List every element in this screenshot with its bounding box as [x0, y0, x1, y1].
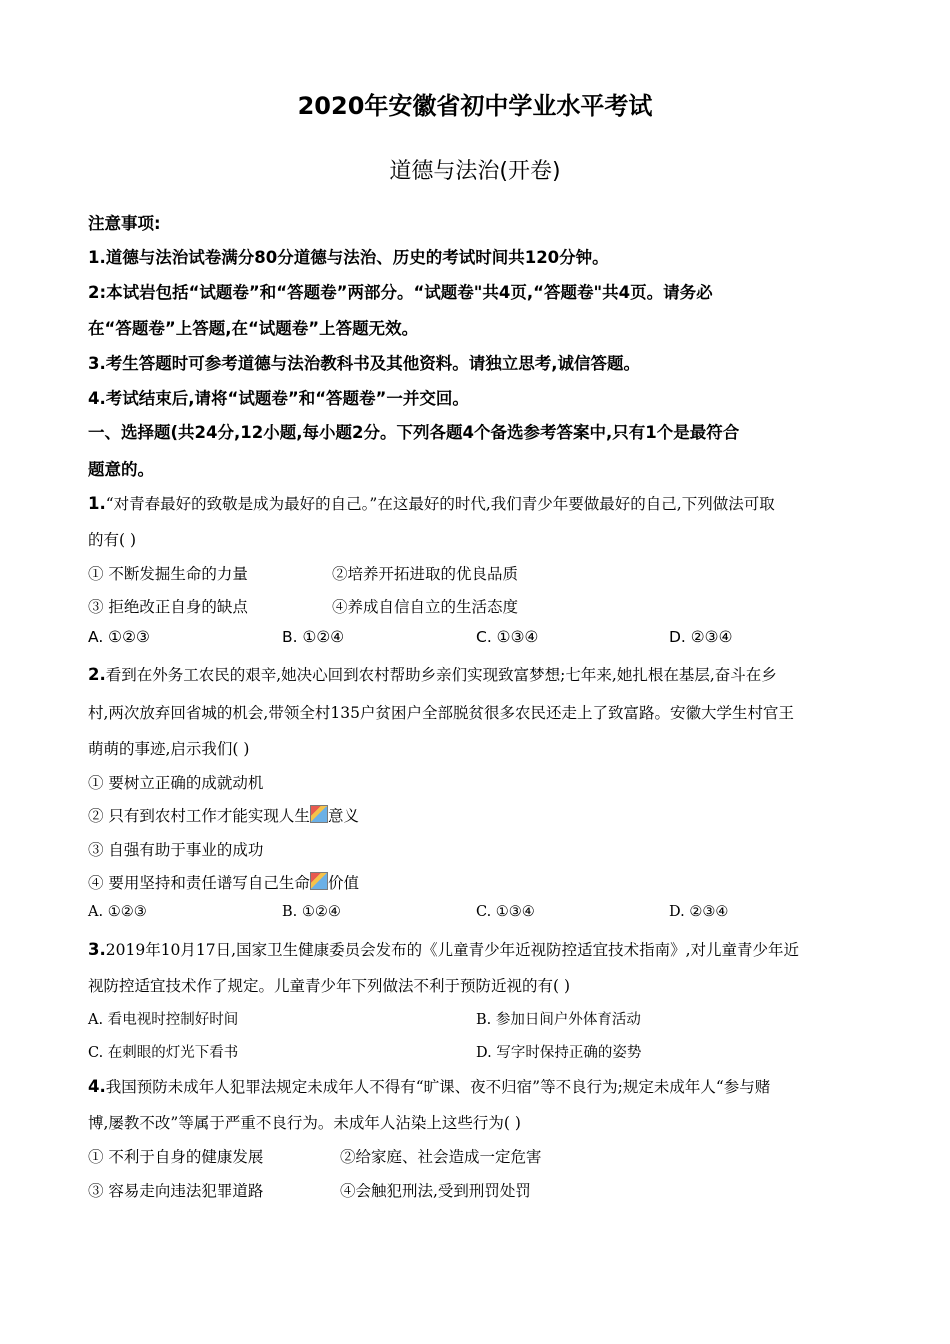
- question-2-statement-4: [88, 871, 359, 893]
- question-2-stem-cont-1: 村,两次放弃回省城的机会,带领全村135户贫困户全部脱贫很多农民还走上了致富路。安徽大学生村官王: [88, 704, 794, 722]
- notice-item-3: 3.考生答题时可参考道德与法治教科书及其他资料。请独立思考,诚信答题。: [88, 354, 641, 373]
- question-4-statement-4: ④会触犯刑法,受到刑罚处罚: [340, 1182, 531, 1200]
- question-1-statement-2: ②培养开拓进取的优良品质: [332, 565, 519, 583]
- question-1-number: 1.: [88, 494, 106, 513]
- notice-item-2: 2:本试岩包括“试题卷”和“答题卷”两部分。“试题卷"共4页,“答题卷"共4页。请务必: [88, 283, 713, 302]
- question-1-statement-4: ④养成自信自立的生活态度: [332, 598, 519, 616]
- question-2-option-c: C. ①③④: [476, 904, 535, 920]
- question-4-statement-2: ②给家庭、社会造成一定危害: [340, 1148, 542, 1166]
- question-2-stem: [88, 663, 777, 685]
- question-1-stem-cont: 的有( ): [88, 531, 137, 549]
- question-3-stem: [88, 938, 799, 960]
- question-4-statement-1: ① 不利于自身的健康发展: [88, 1148, 264, 1166]
- question-4-text: 我国预防未成年人犯罪法规定未成年人不得有“旷课、夜不归宿”等不良行为;规定未成年人“参与赌: [105, 1078, 771, 1096]
- question-2-statement-2-part-a: ② 只有到农村工作才能实现人生: [88, 807, 310, 825]
- question-2-statement-2-part-b: 意义: [327, 807, 359, 825]
- question-1-text: “对青春最好的致敬是成为最好的自己。”在这最好的时代,我们青少年要做最好的自己,下列做法可取: [105, 495, 775, 513]
- question-4-stem: [88, 1075, 770, 1097]
- broken-image-icon: [310, 805, 328, 823]
- section-heading: 一、选择题(共24分,12小题,每小题2分。下列各题4个备选参考答案中,只有1个是最符合: [88, 423, 740, 442]
- question-3-number: 3.: [88, 940, 106, 959]
- question-1-option-a: A. ①②③: [88, 628, 150, 646]
- question-2-option-b: B. ①②④: [282, 904, 341, 920]
- question-1-option-c: C. ①③④: [476, 628, 539, 646]
- section-heading-cont: 题意的。: [88, 460, 154, 479]
- exam-title: 2020年安徽省初中学业水平考试: [297, 92, 653, 120]
- broken-image-icon: [310, 872, 328, 890]
- question-3-option-c: C. 在刺眼的灯光下看书: [88, 1045, 239, 1061]
- question-3-option-a: A. 看电视时控制好时间: [88, 1012, 239, 1028]
- question-2-statement-2: [88, 804, 359, 826]
- question-1-statement-3: ③ 拒绝改正自身的缺点: [88, 598, 248, 616]
- question-4-stem-cont: 博,屡教不改”等属于严重不良行为。未成年人沾染上这些行为( ): [88, 1114, 521, 1132]
- question-3-stem-cont: 视防控适宜技术作了规定。儿童青少年下列做法不利于预防近视的有( ): [88, 977, 571, 995]
- question-2-text: 看到在外务工农民的艰辛,她决心回到农村帮助乡亲们实现致富梦想;七年来,她扎根在基层,奋斗在乡: [105, 666, 777, 684]
- question-3-option-d: D. 写字时保持正确的姿势: [476, 1045, 642, 1061]
- question-1-option-b: B. ①②④: [282, 628, 345, 646]
- notice-item-1: 1.道德与法治试卷满分80分道德与法治、历史的考试时间共120分钟。: [88, 248, 609, 267]
- question-2-statement-4-part-a: ④ 要用坚持和责任谱写自己生命: [88, 874, 310, 892]
- question-3-text: 2019年10月17日,国家卫生健康委员会发布的《儿童青少年近视防控适宜技术指南》,对儿童青少年近: [105, 941, 799, 959]
- question-2-statement-3: ③ 自强有助于事业的成功: [88, 841, 264, 859]
- question-2-statement-4-part-b: 价值: [327, 874, 359, 892]
- question-2-stem-cont-2: 萌萌的事迹,启示我们( ): [88, 740, 250, 758]
- question-2-statement-1: ① 要树立正确的成就动机: [88, 774, 264, 792]
- question-1-statement-1: ① 不断发掘生命的力量: [88, 565, 248, 583]
- question-4-number: 4.: [88, 1077, 106, 1096]
- question-1-option-d: D. ②③④: [669, 628, 733, 646]
- notice-item-2-cont: 在“答题卷”上答题,在“试题卷”上答题无效。: [88, 319, 419, 338]
- question-2-option-a: A. ①②③: [88, 904, 147, 920]
- question-2-number: 2.: [88, 665, 106, 684]
- question-1-stem: [88, 492, 775, 514]
- notice-item-4: 4.考试结束后,请将“试题卷”和“答题卷”一并交回。: [88, 389, 469, 408]
- question-4-statement-3: ③ 容易走向违法犯罪道路: [88, 1182, 264, 1200]
- notice-heading: 注意事项:: [88, 214, 161, 233]
- question-3-option-b: B. 参加日间户外体育活动: [476, 1012, 641, 1028]
- exam-subtitle: 道德与法治(开卷): [389, 159, 561, 184]
- question-2-option-d: D. ②③④: [669, 904, 729, 920]
